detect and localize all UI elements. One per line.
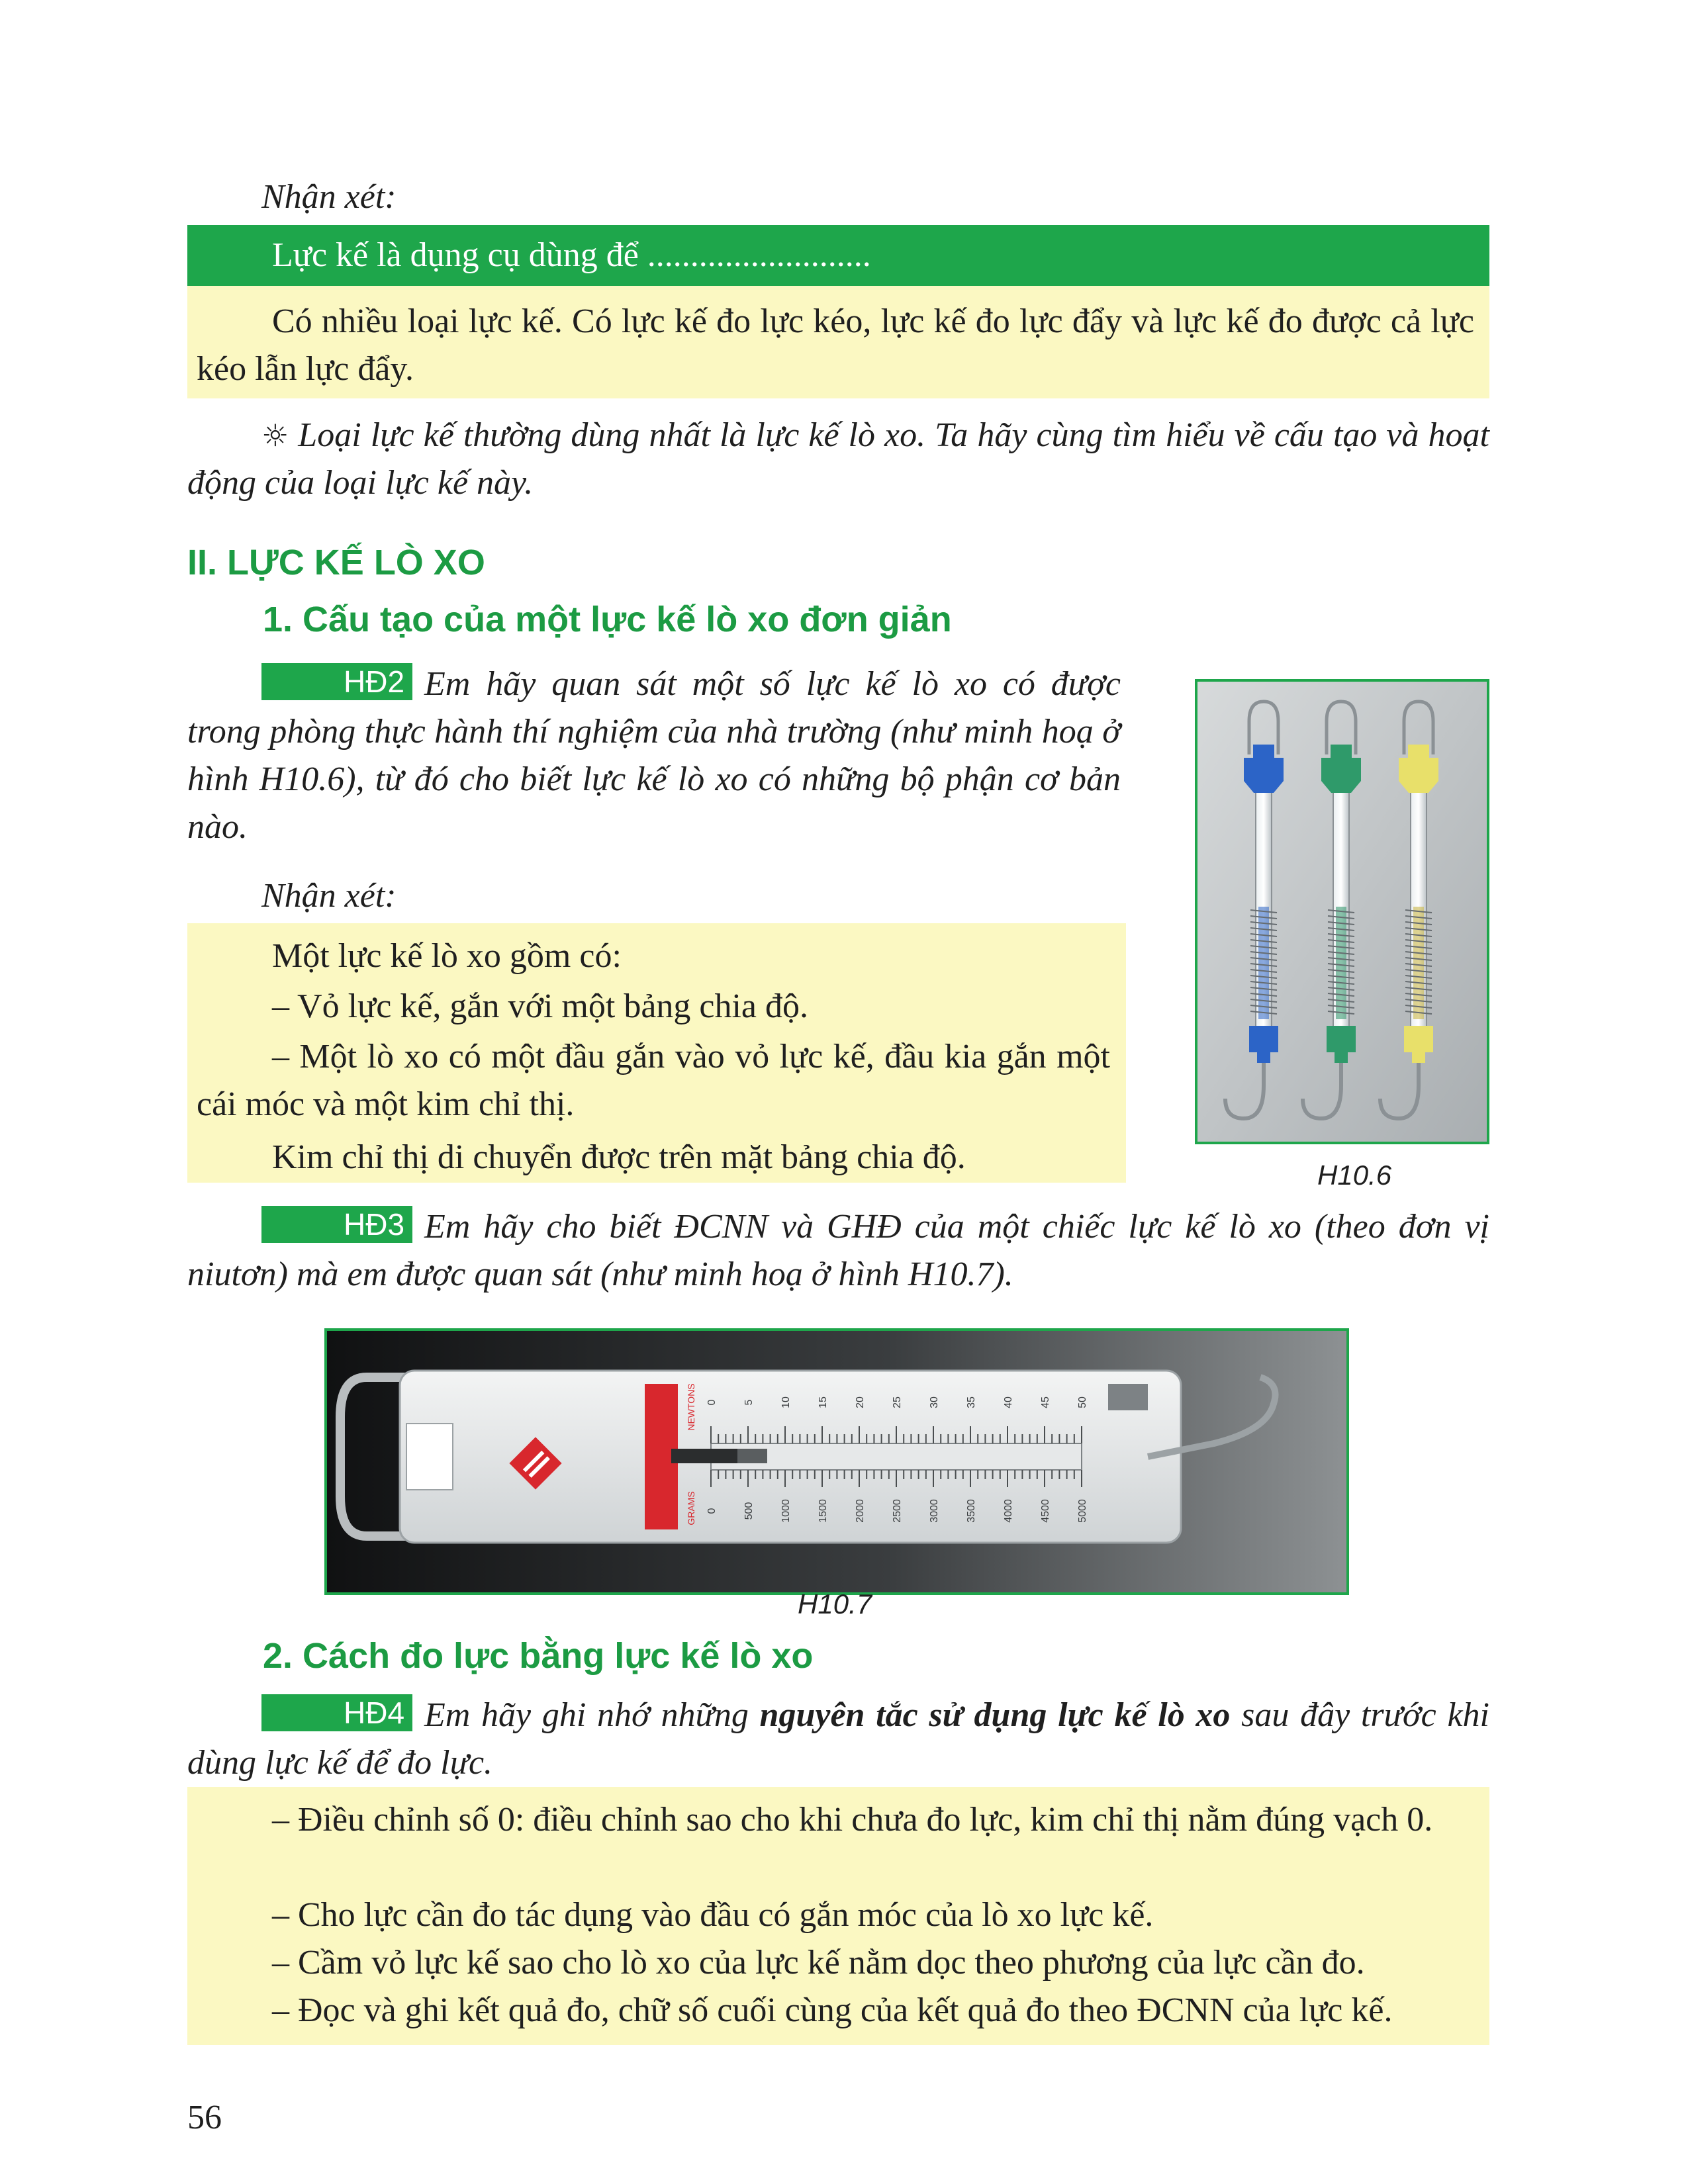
newton-meter-illustration: [327, 1331, 1346, 1592]
newton-scale-label: 0: [706, 1399, 718, 1406]
gram-scale-label: 4500: [1040, 1499, 1051, 1523]
gram-scale-label: 5000: [1077, 1499, 1088, 1523]
fill-in-bar: [187, 225, 1489, 286]
subsection-2-title: 2. Cách đo lực bằng lực kế lò xo: [263, 1636, 814, 1676]
hd4-text-bold: nguyên tắc sử dụng lực kế lò xo: [759, 1696, 1231, 1734]
remark2-box: [187, 923, 1126, 1183]
gram-scale-label: 2500: [892, 1499, 903, 1523]
newton-scale-label: 50: [1077, 1396, 1088, 1408]
newton-scale-label: 45: [1040, 1396, 1051, 1408]
intro-text: Loại lực kế thường dùng nhất là lực kế lò xo. Ta hãy cùng tìm hiểu về cấu tạo và hoạt động của loại lực kế này.: [187, 416, 1489, 502]
section-title: II. LỰC KẾ LÒ XO: [187, 543, 485, 582]
newton-scale-label: 10: [780, 1396, 792, 1408]
rule-2: – Cho lực cần đo tác dụng vào đầu có gắn móc của lò xo lực kế.: [272, 1896, 1154, 1934]
sun-icon: ☼: [261, 418, 289, 453]
fill-in-text: Lực kế là dụng cụ dùng để ..........................: [272, 236, 871, 274]
remark2-line-0: Một lực kế lò xo gồm có:: [272, 937, 622, 975]
newton-scale-label: 5: [743, 1399, 755, 1406]
hd2-text: Em hãy quan sát một số lực kế lò xo có được trong phòng thực hành thí nghiệm của nhà trường (như minh hoạ ở hình H10.6), từ đó cho biết lực kế lò xo có những bộ phận cơ bản nào.: [187, 665, 1121, 846]
rule-1: – Điều chỉnh số 0: điều chỉnh sao cho khi chưa đo lực, kim chỉ thị nằm đúng vạch 0.: [272, 1801, 1433, 1839]
newton-scale-label: 20: [855, 1396, 866, 1408]
hd3-badge: HĐ3: [261, 1206, 412, 1243]
gram-scale-label: 0: [706, 1508, 718, 1514]
gram-scale-label: 500: [743, 1502, 755, 1520]
newton-scale-label: 35: [966, 1396, 977, 1408]
spring-scales-illustration: [1197, 682, 1487, 1142]
remark2-line-1: – Vỏ lực kế, gắn với một bảng chia độ.: [272, 987, 809, 1025]
newton-scale-label: 40: [1003, 1396, 1014, 1408]
grams-unit-label: GRAMS: [686, 1491, 696, 1525]
lucke-types-text: Có nhiều loại lực kế. Có lực kế đo lực kéo, lực kế đo lực đẩy và lực kế đo được cả lực kéo lẫn lực đẩy.: [197, 302, 1474, 388]
figure-h10-6-caption: H10.6: [1317, 1160, 1392, 1191]
remark-box: [187, 286, 1489, 398]
hd2-badge: HĐ2: [261, 663, 412, 700]
newton-scale-label: 30: [929, 1396, 940, 1408]
gram-scale-label: 1000: [780, 1499, 792, 1523]
hd4-text-post: sau đây trước khi dùng lực kế để đo lực.: [187, 1696, 1489, 1782]
hd4-badge: HĐ4: [261, 1694, 412, 1731]
figure-h10-7: [324, 1328, 1349, 1595]
gram-scale-label: 3000: [929, 1499, 940, 1523]
gram-scale-label: 3500: [966, 1499, 977, 1523]
intro-paragraph: [187, 412, 1489, 507]
gram-scale-label: 4000: [1003, 1499, 1014, 1523]
hd4-text-pre: Em hãy ghi nhớ những: [424, 1696, 760, 1734]
hd2-paragraph: [187, 660, 1121, 851]
rule-4: – Đọc và ghi kết quả đo, chữ số cuối cùng của kết quả đo theo ĐCNN của lực kế.: [272, 1991, 1393, 2029]
rule-3: – Cầm vỏ lực kế sao cho lò xo của lực kế nằm dọc theo phương của lực cần đo.: [272, 1944, 1365, 1981]
hd4-paragraph: [187, 1692, 1489, 1787]
figure-h10-7-caption: H10.7: [798, 1588, 872, 1619]
figure-h10-6: [1195, 679, 1489, 1144]
hd3-text: Em hãy cho biết ĐCNN và GHĐ của một chiếc lực kế lò xo (theo đơn vị niutơn) mà em được quan sát (như minh hoạ ở hình H10.7).: [187, 1208, 1489, 1293]
subsection-1-title: 1. Cấu tạo của một lực kế lò xo đơn giản: [263, 600, 952, 639]
page-number: 56: [187, 2099, 222, 2136]
newton-scale-label: 15: [818, 1396, 829, 1408]
remark-label: Nhận xét:: [261, 178, 397, 216]
gram-scale-label: 1500: [818, 1499, 829, 1523]
hd3-paragraph: [187, 1203, 1489, 1298]
remark2-label: Nhận xét:: [261, 877, 397, 915]
rules-box: [187, 1787, 1489, 2045]
remark2-line-2: – Một lò xo có một đầu gắn vào vỏ lực kế, đầu kia gắn một cái móc và một kim chỉ thị.: [197, 1038, 1110, 1123]
remark2-line-3: Kim chỉ thị di chuyển được trên mặt bảng chia độ.: [272, 1138, 966, 1176]
gram-scale-label: 2000: [855, 1499, 866, 1523]
newtons-unit-label: NEWTONS: [686, 1383, 696, 1431]
newton-scale-label: 25: [892, 1396, 903, 1408]
